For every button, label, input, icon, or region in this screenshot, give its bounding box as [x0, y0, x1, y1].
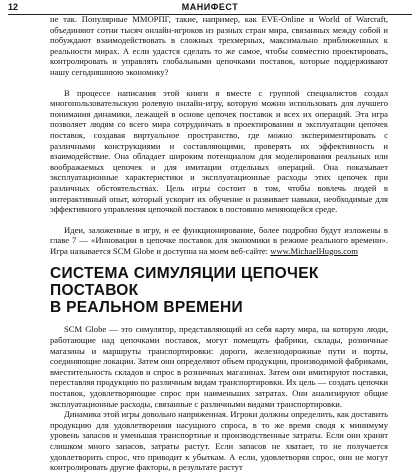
body-text: [50, 14, 388, 473]
paragraph-game-reference: [50, 225, 388, 257]
page-number: 12: [8, 2, 19, 12]
paragraph-game-reference-text: Идеи, заложенные в игру, и ее функционирование, более подробно будут изложены в главе 7 — «Инновации в цепочке поставок для экономики в режиме реального времени». Игра называется SCM Globe и доступна на моем веб-сайте:: [50, 224, 388, 256]
website-link[interactable]: www.MichaelHugos.com: [270, 245, 358, 256]
paragraph-simulator-description: SCM Globe — это симулятор, представляющий из себя карту мира, на которую люди, работающие над цепочками поставок, могут помещать фабрики, склады, розничные магазины и маршруты транспортировки: дороги, железнодорожные пути и порты, соединяющие локации. Затем они определяют объем продукции, производимой фабриками, вместительность складов и спрос в розничных магазинах. Затем они имитируют поставки, переставляя продукцию по различным видам транспортировки. Их цель — создать цепочки поставок, удовлетворяющие спрос при наименьших затратах. Они анализируют общие эксплуатационные расходы, связанные с различными видами транспортировки.: [50, 324, 388, 409]
paragraph-game-dynamics: Динамика этой игры довольно напряженная. Игроки должны определить, как доставить продукцию для удовлетворения насущного спроса, в то же время сводя к минимуму уровень запасов и уменьшая транспортные и производственные затраты. Если они хранят слишком много запасов, затраты растут. Если запасов не хватает, то не получается удовлетворить спрос, что приводит к убыткам. А если, удовлетворяя спрос, они не могут контролировать другие факторы, в результате растут: [50, 409, 388, 473]
paragraph-game-description: В процессе написания этой книги я вместе с группой специалистов создал многопользовательскую ролевую онлайн-игру, которую можно использовать для лучшего понимания динамики, лежащей в основе цепочек поставок и всех их операций. Эта игра позволяет людям со всего мира сотрудничать в проектировании и эксплуатации цепочек поставок, создавая виртуальное пространство, где можно экспериментировать с различными конструкциями и составляющими, проверять их эффективность и взаимодействие. Она обладает широким потенциалом для моделирования реальных или воображаемых цепочек и для имитации отдельных операций. Она показывает эксплуатационные характеристики и эксплуатационные расходы этих цепочек при различных обстоятельствах. Цель игры состоит в том, чтобы вовлечь людей в интерактивный опыт, который ускорит их обучение и развивает навыки, необходимые для эффективного управления цепочкой поставок в постоянно меняющейся среде.: [50, 87, 388, 215]
paragraph-continuation: не так. Популярные MMOРПГ, такие, например, как EVE-Online и World of Warcraft, объединяют сотни тысяч онлайн-игроков из разных стран мира, связанных между собой и побуждают взаимодействовать в сложных трехмерных, максимально приближенных к реальности мирах. А если удастся сделать то же самое, чтобы совместно проектировать, контролировать и управлять глобальными цепочками поставок, которые поддерживают нашу сегодняшнюю экономику?: [50, 14, 388, 77]
section-heading-line-1: СИСТЕМА СИМУЛЯЦИИ ЦЕПОЧЕК ПОСТАВОК: [50, 265, 319, 300]
section-heading-line-2: В РЕАЛЬНОМ ВРЕМЕНИ: [50, 299, 243, 317]
running-title: МАНИФЕСТ: [181, 2, 239, 12]
section-heading: [50, 265, 388, 316]
